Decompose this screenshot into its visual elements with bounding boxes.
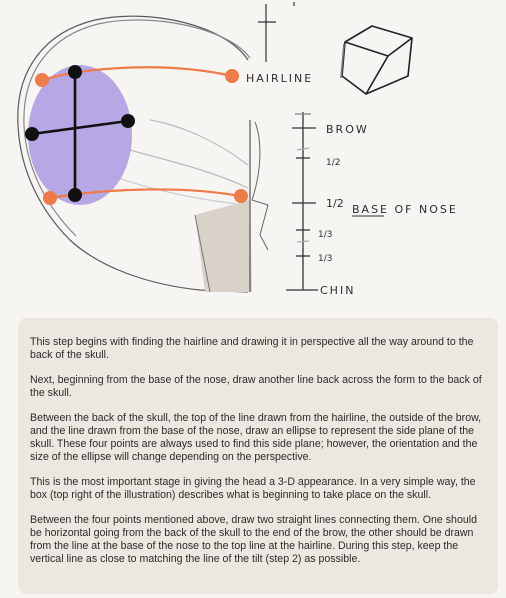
proportion-scale <box>286 112 318 290</box>
brow-point <box>121 114 135 128</box>
brow-label: BROW <box>326 123 369 136</box>
paragraph-cross-lines: Between the four points mentioned above, draw two straight lines connecting them. One should be horizontal going from the back of the skull to the end of the brow, the other should be drawn from the line at the base of the nose to the top line at the hairline. During this step, keep the vertical line as close to matching the line of the tilt (step 2) as possible. <box>30 514 477 565</box>
third-2-label: 1/3 <box>318 254 333 264</box>
third-1-label: 1/3 <box>318 230 333 240</box>
perspective-box <box>341 26 412 94</box>
back-point <box>25 127 39 141</box>
hairline-label: HAIRLINE <box>246 72 314 85</box>
tilt-line-sketch <box>258 2 294 62</box>
half-base-label: 1/2 <box>326 197 344 210</box>
chin-label: CHIN <box>320 284 356 297</box>
hairline-front-point <box>225 69 239 83</box>
nose-base-front-point <box>234 189 248 203</box>
paragraph-3d-stage: This is the most important stage in giving the head a 3-D appearance. In a very simple way, the box (top right of the illustration) describes what is beginning to take place on the skull. <box>30 476 476 501</box>
nose-base-end-point <box>43 191 57 205</box>
half-upper-label: 1/2 <box>326 158 341 168</box>
instructions-panel <box>18 318 498 594</box>
paragraph-hairline: This step begins with finding the hairline and drawing it in perspective all the way around to the back of the skull. <box>30 336 474 361</box>
jaw-shading <box>195 120 268 292</box>
bottom-point <box>68 188 82 202</box>
top-point <box>68 65 82 79</box>
paragraph-nose-line: Next, beginning from the base of the nose, draw another line back across the form to the back of the skull. <box>30 374 482 399</box>
hairline-end-point <box>35 73 49 87</box>
base-of-nose-label: BASE OF NOSE <box>352 203 458 216</box>
paragraph-ellipse: Between the back of the skull, the top of the line drawn from the hairline, the outside of the brow, and the line drawn from the base of the nose, draw an ellipse to represent the side plane of the skull. These four points are always used to find this side plane; however, the orientation and the size of the ellipse will change depending on the perspective. <box>30 412 482 463</box>
